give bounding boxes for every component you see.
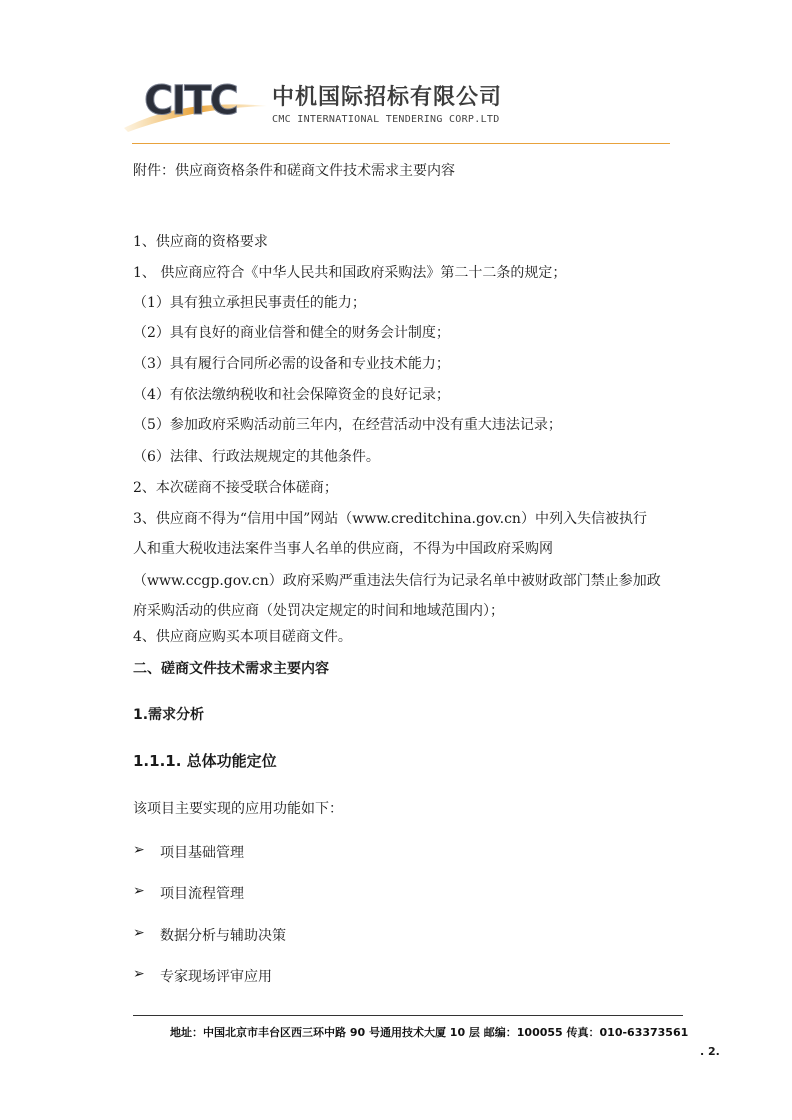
attachment-title: 附件：供应商资格条件和磋商文件技术需求主要内容 bbox=[133, 163, 455, 179]
company-name-cn: 中机国际招标有限公司 bbox=[272, 85, 503, 110]
section2-heading: 二、磋商文件技术需求主要内容 bbox=[133, 661, 329, 677]
qualification-subitem: （1）具有独立承担民事责任的能力； bbox=[133, 295, 366, 311]
company-logo bbox=[122, 68, 272, 136]
qualification-subitem: （5）参加政府采购活动前三年内，在经营活动中没有重大违法记录； bbox=[133, 417, 562, 433]
arrow-bullet-icon: ➢ bbox=[133, 842, 145, 858]
header-divider bbox=[132, 143, 670, 144]
section1-heading: 1、供应商的资格要求 bbox=[133, 234, 268, 250]
page-number: . 2. bbox=[700, 1045, 720, 1058]
qualification-item-4: 4、供应商应购买本项目磋商文件。 bbox=[133, 629, 352, 645]
qualification-subitem: （4）有依法缴纳税收和社会保障资金的良好记录； bbox=[133, 387, 450, 403]
section2-subheading: 1.需求分析 bbox=[133, 707, 205, 723]
qualification-item-1: 1、 供应商应符合《中华人民共和国政府采购法》第二十二条的规定； bbox=[133, 265, 567, 281]
logo-text: CITC bbox=[144, 78, 237, 124]
qualification-subitem: （2）具有良好的商业信誉和健全的财务会计制度； bbox=[133, 325, 450, 341]
qualification-item-3-line: （www.ccgp.gov.cn）政府采购严重违法失信行为记录名单中被财政部门禁止参加政 bbox=[133, 573, 661, 589]
footer-divider bbox=[133, 1015, 683, 1016]
function-list-item: 项目基础管理 bbox=[160, 845, 244, 861]
arrow-bullet-icon: ➢ bbox=[133, 883, 145, 899]
function-list-item: 专家现场评审应用 bbox=[160, 969, 272, 985]
qualification-item-3-line: 人和重大税收违法案件当事人名单的供应商，不得为中国政府采购网 bbox=[133, 541, 553, 557]
section2-subsubheading: 1.1.1. 总体功能定位 bbox=[133, 752, 277, 770]
function-list-item: 项目流程管理 bbox=[160, 886, 244, 902]
logo-graphic bbox=[122, 68, 272, 136]
arrow-bullet-icon: ➢ bbox=[133, 925, 145, 941]
qualification-item-2: 2、本次磋商不接受联合体磋商； bbox=[133, 480, 338, 496]
function-list-item: 数据分析与辅助决策 bbox=[160, 928, 286, 944]
functions-intro: 该项目主要实现的应用功能如下： bbox=[133, 801, 343, 817]
qualification-subitem: （6）法律、行政法规规定的其他条件。 bbox=[133, 449, 380, 465]
qualification-item-3-line: 3、供应商不得为“信用中国”网站（www.creditchina.gov.cn）中列入失信被执行 bbox=[133, 511, 647, 527]
qualification-subitem: （3）具有履行合同所必需的设备和专业技术能力； bbox=[133, 356, 450, 372]
qualification-item-3-line: 府采购活动的供应商（处罚决定规定的时间和地域范围内）； bbox=[133, 603, 504, 619]
footer-address: 地址：中国北京市丰台区西三环中路 90 号通用技术大厦 10 层 邮编：100055 传真：010-63373561 bbox=[170, 1026, 689, 1039]
company-name-en: CMC INTERNATIONAL TENDERING CORP.LTD bbox=[272, 114, 500, 125]
arrow-bullet-icon: ➢ bbox=[133, 966, 145, 982]
